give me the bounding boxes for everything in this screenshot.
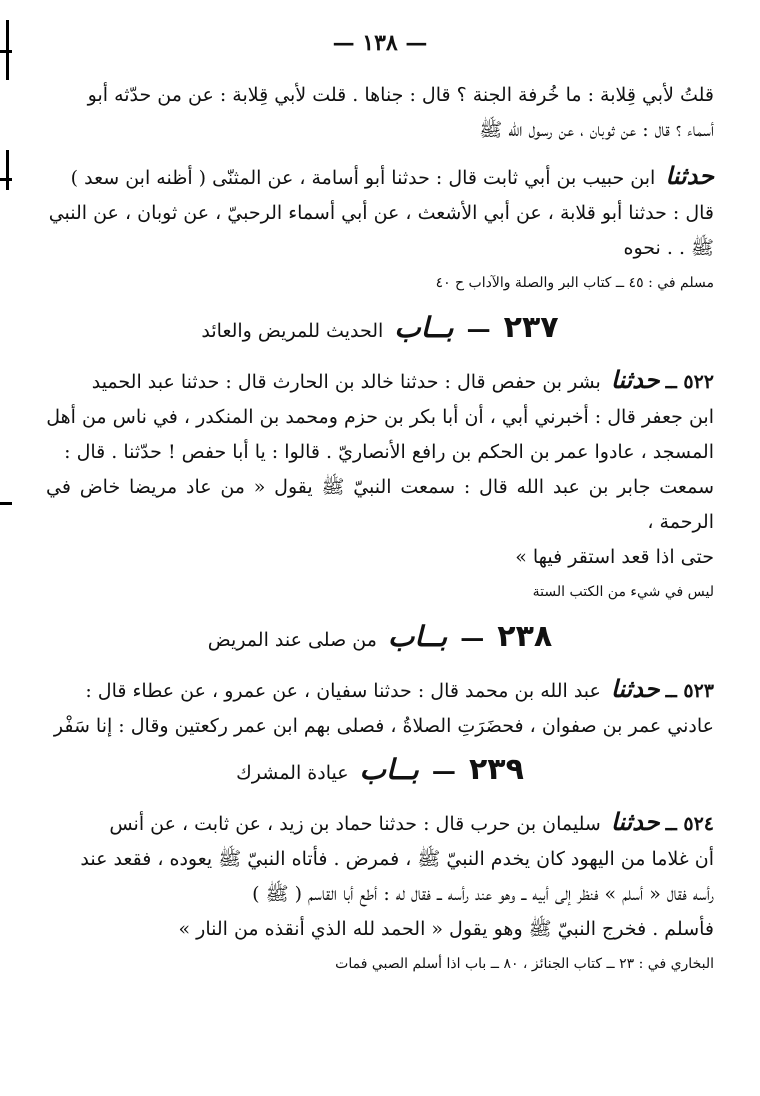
- hadith-lead-word: حدثنا: [610, 674, 660, 703]
- text-line: فأسلم . فخرج النبيّ ﷺ وهو يقول « الحمد لله الذي أنقذه من النار »: [178, 918, 714, 940]
- hadith-text: سليمان بن حرب قال : حدثنا حماد بن زيد ، عن ثابت ، عن أنس: [109, 813, 601, 835]
- hadith-text: ابن حبيب بن أبي ثابت قال : حدثنا أبو أسامة ، عن المثنّى ( أظنه ابن سعد ): [70, 167, 656, 189]
- continuation-block: [46, 78, 714, 148]
- hadith-523: [46, 671, 714, 744]
- chapter-bab-word: بــاب: [394, 311, 454, 344]
- hadith-number: ٥٢٣ ــ: [665, 680, 714, 702]
- text-line: حتى اذا قعد استقر فيها »: [515, 546, 714, 568]
- text-line: قلتُ لأبي قِلابة : ما خُرفة الجنة ؟ قال : جناها . قلت لأبي قِلابة : عن من حدّثه أبو: [87, 84, 714, 106]
- chapter-title: عيادة المشرك: [236, 762, 349, 784]
- text-line: ابن جعفر قال : أخبرني أبي ، أن أبا بكر بن حزم ومحمد بن المنكدر ، في ناس من أهل: [46, 406, 714, 428]
- hadith-number: ٥٢٤ ــ: [665, 813, 714, 835]
- text-line: المسجد ، عادوا عمر بن الحكم بن رافع الأنصاريّ . قالوا : يا أبا حفص ! حدّثنا . قال :: [64, 441, 714, 463]
- chapter-title: الحديث للمريض والعائد: [201, 320, 384, 342]
- text-line: أسماء ؟ قال : عن ثوبان ، عن رسول الله ﷺ: [479, 119, 714, 141]
- chapter-bab-word: بــاب: [359, 753, 419, 786]
- hadith-text: بشر بن حفص قال : حدثنا خالد بن الحارث قال : حدثنا عبد الحميد: [91, 371, 601, 393]
- hadith-lead-word: حدثنا: [610, 365, 660, 394]
- text-line: سمعت جابر بن عبد الله قال : سمعت النبيّ ﷺ يقول « من عاد مريضا خاض في الرحمة ،: [46, 476, 714, 533]
- book-page: [46, 30, 714, 1076]
- chapter-number: ٢٣٨: [497, 619, 553, 654]
- chapter-heading-238: [46, 617, 714, 661]
- chapter-heading-239: [46, 750, 714, 794]
- text-line: ﷺ . . نحوه: [623, 237, 714, 259]
- text-line: أن غلاما من اليهود كان يخدم النبيّ ﷺ ، فمرض . فأتاه النبيّ ﷺ يعوده ، فقعد عند: [80, 848, 714, 870]
- page-number: — ١٣٨ —: [332, 30, 428, 56]
- text-line: [46, 671, 714, 709]
- hadith-524: [46, 804, 714, 975]
- chapter-title: من صلى عند المريض: [207, 629, 377, 651]
- text-line: عادني عمر بن صفوان ، فحضَرَتِ الصلاةُ ، فصلى بهم ابن عمر ركعتين وقال : إنا سَفْر: [53, 715, 714, 737]
- text-line: [46, 362, 714, 400]
- source-reference: مسلم في : ٤٥ ــ كتاب البر والصلة والآداب ح ٤٠: [435, 275, 714, 291]
- chapter-heading-237: [46, 308, 714, 352]
- hadith-text: عبد الله بن محمد قال : حدثنا سفيان ، عن عمرو ، عن عطاء قال :: [85, 680, 601, 702]
- hadith-lead-word: حدثنا: [665, 161, 714, 190]
- chapter-dash: —: [431, 756, 456, 785]
- binding-mark-top: [0, 50, 12, 53]
- text-line: [46, 158, 714, 196]
- binding-edge-middle: [6, 150, 9, 190]
- binding-mark-middle: [0, 178, 12, 181]
- chapter-dash: —: [460, 623, 485, 652]
- hadith-522: [46, 362, 714, 603]
- chapter-number: ٢٣٩: [468, 752, 524, 787]
- hadith-number: ٥٢٢ ــ: [665, 371, 714, 393]
- chapter-dash: —: [466, 314, 491, 343]
- binding-mark-lower: [0, 502, 12, 505]
- text-line: قال : حدثنا أبو قلابة ، عن أبي الأشعث ، عن أبي أسماء الرحبيّ ، عن ثوبان ، عن النبي: [48, 202, 714, 224]
- hadith-lead-word: حدثنا: [610, 807, 660, 836]
- source-reference: ليس في شيء من الكتب الستة: [532, 584, 714, 600]
- hadith-variant-block: [46, 158, 714, 294]
- text-line: [46, 804, 714, 842]
- chapter-number: ٢٣٧: [503, 310, 559, 345]
- source-reference: البخاري في : ٢٣ ــ كتاب الجنائز ، ٨٠ ــ باب اذا أسلم الصبي فمات: [335, 956, 714, 972]
- text-line: رأسه فقال « أسلم » فنظر إلى أبيه ــ وهو عند رأسه ــ فقال له : أطع أبا القاسم ( ﷺ ): [252, 883, 714, 905]
- chapter-bab-word: بــاب: [388, 620, 448, 653]
